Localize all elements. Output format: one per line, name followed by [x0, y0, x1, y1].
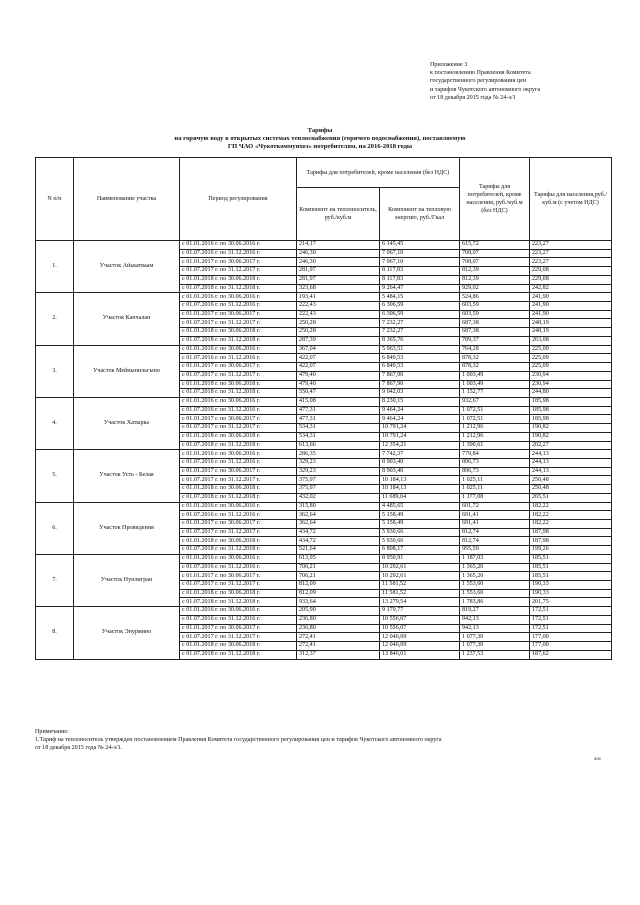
- consumers-tariff-cell: 929,02: [460, 284, 530, 293]
- carrier-cell: 246,30: [297, 249, 380, 258]
- energy-cell: 4 485,65: [380, 502, 460, 511]
- consumers-tariff-cell: 942,13: [460, 624, 530, 633]
- population-tariff-cell: 223,27: [530, 258, 612, 267]
- period-cell: с 01.01.2018 г. по 30.06.2018 г.: [180, 380, 297, 389]
- consumers-tariff-cell: 1 212,96: [460, 424, 530, 433]
- carrier-cell: 323,68: [297, 284, 380, 293]
- energy-cell: 11 581,52: [380, 581, 460, 590]
- population-tariff-cell: 242,82: [530, 284, 612, 293]
- table-row: [36, 293, 612, 302]
- section-area-name: Участок Канчалан: [74, 293, 180, 345]
- energy-cell: 13 846,01: [380, 650, 460, 659]
- consumers-tariff-cell: 896,73: [460, 458, 530, 467]
- carrier-cell: 477,31: [297, 415, 380, 424]
- appendix-line: Приложение 3: [430, 62, 468, 68]
- consumers-tariff-cell: 764,28: [460, 345, 530, 354]
- period-cell: с 01.01.2017 г. по 30.06.2017 г.: [180, 258, 297, 267]
- table-row: [36, 607, 612, 616]
- energy-cell: 10 556,07: [380, 624, 460, 633]
- carrier-cell: 432,02: [297, 493, 380, 502]
- period-cell: с 01.01.2016 г. по 30.06.2016 г.: [180, 450, 297, 459]
- period-cell: с 01.07.2016 г. по 31.12.2016 г.: [180, 458, 297, 467]
- population-tariff-cell: 250,48: [530, 476, 612, 485]
- consumers-tariff-cell: 1 003,49: [460, 371, 530, 380]
- energy-cell: 10 292,61: [380, 572, 460, 581]
- period-cell: с 01.01.2017 г. по 30.06.2017 г.: [180, 624, 297, 633]
- population-tariff-cell: 223,27: [530, 241, 612, 250]
- period-cell: с 01.01.2018 г. по 30.06.2018 г.: [180, 589, 297, 598]
- section-number: 3.: [36, 345, 74, 397]
- energy-cell: 12 354,21: [380, 441, 460, 450]
- period-cell: с 01.07.2017 г. по 31.12.2017 г.: [180, 633, 297, 642]
- population-tariff-cell: 185,51: [530, 554, 612, 563]
- header-population-tariff: Тарифы для населения,руб./куб.м (с учетом НДС): [530, 158, 612, 241]
- energy-cell: 5 158,49: [380, 511, 460, 520]
- period-cell: с 01.01.2016 г. по 30.06.2016 г.: [180, 293, 297, 302]
- carrier-cell: 329,23: [297, 458, 380, 467]
- carrier-cell: 214,17: [297, 241, 380, 250]
- population-tariff-cell: 172,51: [530, 624, 612, 633]
- header-consumer-group: Тарифы для потребителей, кроме населения (без НДС): [297, 158, 460, 188]
- header-num: N п/п: [36, 158, 74, 241]
- population-tariff-cell: 263,08: [530, 336, 612, 345]
- table-row: [36, 345, 612, 354]
- energy-cell: 10 556,07: [380, 615, 460, 624]
- energy-cell: 9 264,47: [380, 284, 460, 293]
- consumers-tariff-cell: 812,74: [460, 537, 530, 546]
- period-cell: с 01.01.2017 г. по 30.06.2017 г.: [180, 572, 297, 581]
- consumers-tariff-cell: 708,07: [460, 258, 530, 267]
- consumers-tariff-cell: 955,59: [460, 546, 530, 555]
- section-number: 8.: [36, 607, 74, 659]
- population-tariff-cell: 182,22: [530, 511, 612, 520]
- period-cell: с 01.07.2016 г. по 31.12.2016 г.: [180, 354, 297, 363]
- section-area-name: Участок Провидения: [74, 502, 180, 554]
- carrier-cell: 272,41: [297, 633, 380, 642]
- table-row: [36, 450, 612, 459]
- period-cell: с 01.07.2016 г. по 31.12.2016 г.: [180, 615, 297, 624]
- consumers-tariff-cell: 1 553,60: [460, 581, 530, 590]
- carrier-cell: 287,39: [297, 336, 380, 345]
- period-cell: с 01.07.2018 г. по 31.12.2018 г.: [180, 284, 297, 293]
- energy-cell: 9 464,24: [380, 406, 460, 415]
- energy-cell: 8 903,40: [380, 467, 460, 476]
- population-tariff-cell: 244,80: [530, 389, 612, 398]
- population-tariff-cell: 185,51: [530, 572, 612, 581]
- consumers-tariff-cell: 708,07: [460, 249, 530, 258]
- population-tariff-cell: 230,94: [530, 380, 612, 389]
- period-cell: с 01.01.2018 г. по 30.06.2018 г.: [180, 485, 297, 494]
- consumers-tariff-cell: 601,72: [460, 502, 530, 511]
- population-tariff-cell: 187,98: [530, 528, 612, 537]
- carrier-cell: 236,80: [297, 615, 380, 624]
- population-tariff-cell: 241,90: [530, 302, 612, 311]
- consumers-tariff-cell: 812,39: [460, 275, 530, 284]
- period-cell: с 01.07.2018 г. по 31.12.2018 г.: [180, 336, 297, 345]
- population-tariff-cell: 185,98: [530, 397, 612, 406]
- consumers-tariff-cell: 812,39: [460, 267, 530, 276]
- consumers-tariff-cell: 691,41: [460, 520, 530, 529]
- consumers-tariff-cell: 779,84: [460, 450, 530, 459]
- carrier-cell: 613,95: [297, 554, 380, 563]
- energy-cell: 9 464,24: [380, 415, 460, 424]
- period-cell: с 01.07.2018 г. по 31.12.2018 г.: [180, 546, 297, 555]
- notes-line: 1.Тариф на теплоноситель утвержден постановлением Правления Комитета государственного регулирования цен и тарифов Чукотского автономного округа: [35, 737, 442, 743]
- carrier-cell: 222,43: [297, 310, 380, 319]
- energy-cell: 7 067,10: [380, 249, 460, 258]
- carrier-cell: 613,66: [297, 441, 380, 450]
- carrier-cell: 550,47: [297, 389, 380, 398]
- period-cell: с 01.01.2016 г. по 30.06.2016 г.: [180, 397, 297, 406]
- consumers-tariff-cell: 1 077,30: [460, 633, 530, 642]
- energy-cell: 6 306,59: [380, 310, 460, 319]
- page-mark: жм: [594, 757, 601, 762]
- consumers-tariff-cell: 1 177,08: [460, 493, 530, 502]
- energy-cell: 5 930,66: [380, 537, 460, 546]
- population-tariff-cell: 241,90: [530, 293, 612, 302]
- carrier-cell: 362,64: [297, 511, 380, 520]
- population-tariff-cell: 250,48: [530, 485, 612, 494]
- population-tariff-cell: 229,08: [530, 275, 612, 284]
- population-tariff-cell: 185,98: [530, 415, 612, 424]
- population-tariff-cell: 187,98: [530, 537, 612, 546]
- energy-cell: 8 903,40: [380, 458, 460, 467]
- appendix-line: и тарифов Чукотского автономного округа: [430, 86, 541, 93]
- population-tariff-cell: 172,51: [530, 615, 612, 624]
- section-number: 2.: [36, 293, 74, 345]
- appendix-line: к постановлению Правления Комитета: [430, 70, 531, 77]
- consumers-tariff-cell: 1 003,49: [460, 380, 530, 389]
- section-area-name: Участок Нунлигран: [74, 554, 180, 606]
- consumers-tariff-cell: 1 783,86: [460, 598, 530, 607]
- carrier-cell: 375,97: [297, 476, 380, 485]
- carrier-cell: 205,90: [297, 607, 380, 616]
- carrier-cell: 422,07: [297, 354, 380, 363]
- consumers-tariff-cell: 524,86: [460, 293, 530, 302]
- consumers-tariff-cell: 1 390,61: [460, 441, 530, 450]
- carrier-cell: 434,72: [297, 537, 380, 546]
- population-tariff-cell: 182,22: [530, 520, 612, 529]
- tariff-table-body: [36, 241, 612, 660]
- period-cell: с 01.07.2016 г. по 31.12.2016 г.: [180, 563, 297, 572]
- period-cell: с 01.01.2016 г. по 30.06.2016 г.: [180, 607, 297, 616]
- energy-cell: 11 689,04: [380, 493, 460, 502]
- carrier-cell: 415,08: [297, 397, 380, 406]
- carrier-cell: 367,04: [297, 345, 380, 354]
- carrier-cell: 193,41: [297, 293, 380, 302]
- population-tariff-cell: 190,33: [530, 589, 612, 598]
- section-area-name: Участок Хатырка: [74, 397, 180, 449]
- period-cell: с 01.01.2016 г. по 30.06.2016 г.: [180, 554, 297, 563]
- population-tariff-cell: 248,19: [530, 328, 612, 337]
- period-cell: с 01.07.2018 г. по 31.12.2018 г.: [180, 493, 297, 502]
- consumers-tariff-cell: 819,27: [460, 607, 530, 616]
- energy-cell: 10 184,13: [380, 476, 460, 485]
- carrier-cell: 315,80: [297, 502, 380, 511]
- carrier-cell: 236,80: [297, 624, 380, 633]
- consumers-tariff-cell: 789,37: [460, 336, 530, 345]
- population-tariff-cell: 199,26: [530, 546, 612, 555]
- population-tariff-cell: 244,13: [530, 467, 612, 476]
- carrier-cell: 477,31: [297, 406, 380, 415]
- carrier-cell: 250,28: [297, 328, 380, 337]
- consumers-tariff-cell: 615,72: [460, 241, 530, 250]
- carrier-cell: 222,43: [297, 302, 380, 311]
- consumers-tariff-cell: 1 365,20: [460, 572, 530, 581]
- energy-cell: 8 117,83: [380, 267, 460, 276]
- carrier-cell: 706,21: [297, 563, 380, 572]
- tariff-table: [35, 157, 612, 660]
- carrier-cell: 312,37: [297, 650, 380, 659]
- period-cell: с 01.01.2017 г. по 30.06.2017 г.: [180, 415, 297, 424]
- appendix-line: от 18 декабря 2015 года № 24-э/1: [430, 94, 516, 101]
- notes-heading: Примечание:: [35, 729, 69, 735]
- period-cell: с 01.01.2018 г. по 30.06.2018 г.: [180, 642, 297, 651]
- section-area-name: Участок Энурмино: [74, 607, 180, 659]
- energy-cell: 6 808,17: [380, 546, 460, 555]
- population-tariff-cell: 202,27: [530, 441, 612, 450]
- notes-line: от 18 декабря 2015 года № 24-э/1.: [35, 745, 123, 751]
- carrier-cell: 534,31: [297, 432, 380, 441]
- population-tariff-cell: 248,19: [530, 319, 612, 328]
- appendix-block: [430, 61, 540, 102]
- document-subtitle-line2: ГП ЧАО «Чукоткоммунхоз» потребителям, на 2016-2018 годы: [227, 143, 413, 150]
- period-cell: с 01.07.2016 г. по 31.12.2016 г.: [180, 406, 297, 415]
- period-cell: с 01.07.2016 г. по 31.12.2016 г.: [180, 302, 297, 311]
- energy-cell: 7 867,90: [380, 380, 460, 389]
- period-cell: с 01.01.2017 г. по 30.06.2017 г.: [180, 520, 297, 529]
- section-number: 4.: [36, 397, 74, 449]
- header-consumers-tariff: Тарифы для потребителей, кроме населения, руб./куб.м (без НДС): [460, 158, 530, 241]
- energy-cell: 10 791,24: [380, 424, 460, 433]
- period-cell: с 01.01.2016 г. по 30.06.2016 г.: [180, 345, 297, 354]
- energy-cell: 7 232,27: [380, 328, 460, 337]
- carrier-cell: 479,40: [297, 380, 380, 389]
- period-cell: с 01.07.2018 г. по 31.12.2018 г.: [180, 650, 297, 659]
- carrier-cell: 812,09: [297, 581, 380, 590]
- consumers-tariff-cell: 1 025,11: [460, 476, 530, 485]
- section-area-name: Участок Усть - Белая: [74, 450, 180, 502]
- period-cell: с 01.07.2018 г. по 31.12.2018 г.: [180, 441, 297, 450]
- section-number: 1.: [36, 241, 74, 293]
- energy-cell: 8 230,15: [380, 397, 460, 406]
- energy-cell: 10 184,13: [380, 485, 460, 494]
- period-cell: с 01.01.2018 г. по 30.06.2018 г.: [180, 432, 297, 441]
- consumers-tariff-cell: 687,38: [460, 319, 530, 328]
- energy-cell: 10 791,24: [380, 432, 460, 441]
- consumers-tariff-cell: 942,13: [460, 615, 530, 624]
- consumers-tariff-cell: 1 077,30: [460, 642, 530, 651]
- energy-cell: 5 484,15: [380, 293, 460, 302]
- period-cell: с 01.01.2017 г. по 30.06.2017 г.: [180, 363, 297, 372]
- consumers-tariff-cell: 687,38: [460, 328, 530, 337]
- period-cell: с 01.07.2017 г. по 31.12.2017 г.: [180, 476, 297, 485]
- consumers-tariff-cell: 1 072,51: [460, 406, 530, 415]
- header-period: Период регулирования: [180, 158, 297, 241]
- carrier-cell: 362,64: [297, 520, 380, 529]
- consumers-tariff-cell: 1 212,96: [460, 432, 530, 441]
- period-cell: с 01.01.2018 г. по 30.06.2018 г.: [180, 275, 297, 284]
- section-area-name: Участок Айькатваам: [74, 241, 180, 293]
- consumers-tariff-cell: 1 152,77: [460, 389, 530, 398]
- population-tariff-cell: 230,94: [530, 371, 612, 380]
- population-tariff-cell: 201,75: [530, 598, 612, 607]
- header-energy: Компонент на тепловую энергию, руб./Гкал: [380, 188, 460, 241]
- consumers-tariff-cell: 1 072,51: [460, 415, 530, 424]
- energy-cell: 9 042,03: [380, 389, 460, 398]
- carrier-cell: 272,41: [297, 642, 380, 651]
- period-cell: с 01.01.2017 г. по 30.06.2017 г.: [180, 467, 297, 476]
- carrier-cell: 329,23: [297, 467, 380, 476]
- population-tariff-cell: 265,51: [530, 493, 612, 502]
- carrier-cell: 422,07: [297, 363, 380, 372]
- consumers-tariff-cell: 812,74: [460, 528, 530, 537]
- consumers-tariff-cell: 878,32: [460, 363, 530, 372]
- energy-cell: 6 849,53: [380, 354, 460, 363]
- population-tariff-cell: 177,00: [530, 642, 612, 651]
- carrier-cell: 434,72: [297, 528, 380, 537]
- carrier-cell: 246,30: [297, 258, 380, 267]
- table-row: [36, 554, 612, 563]
- period-cell: с 01.01.2018 г. по 30.06.2018 г.: [180, 328, 297, 337]
- energy-cell: 7 067,10: [380, 258, 460, 267]
- section-area-name: Участок Мейныпильгыно: [74, 345, 180, 397]
- energy-cell: 6 849,53: [380, 363, 460, 372]
- population-tariff-cell: 223,27: [530, 249, 612, 258]
- carrier-cell: 281,97: [297, 275, 380, 284]
- notes-block: [35, 728, 442, 752]
- energy-cell: 8 950,91: [380, 554, 460, 563]
- consumers-tariff-cell: 1 365,20: [460, 563, 530, 572]
- period-cell: с 01.01.2018 г. по 30.06.2018 г.: [180, 537, 297, 546]
- population-tariff-cell: 229,08: [530, 267, 612, 276]
- period-cell: с 01.07.2017 г. по 31.12.2017 г.: [180, 371, 297, 380]
- population-tariff-cell: 225,09: [530, 345, 612, 354]
- carrier-cell: 812,09: [297, 589, 380, 598]
- consumers-tariff-cell: 1 553,60: [460, 589, 530, 598]
- consumers-tariff-cell: 1 237,53: [460, 650, 530, 659]
- section-number: 5.: [36, 450, 74, 502]
- carrier-cell: 933,64: [297, 598, 380, 607]
- period-cell: с 01.07.2018 г. по 31.12.2018 г.: [180, 598, 297, 607]
- period-cell: с 01.01.2016 г. по 30.06.2016 г.: [180, 241, 297, 250]
- appendix-line: государственного регулирования цен: [430, 78, 527, 85]
- energy-cell: 9 179,77: [380, 607, 460, 616]
- energy-cell: 8 117,83: [380, 275, 460, 284]
- table-row: [36, 502, 612, 511]
- period-cell: с 01.07.2016 г. по 31.12.2016 г.: [180, 511, 297, 520]
- energy-cell: 10 292,61: [380, 563, 460, 572]
- period-cell: с 01.07.2016 г. по 31.12.2016 г.: [180, 249, 297, 258]
- population-tariff-cell: 244,13: [530, 458, 612, 467]
- population-tariff-cell: 187,62: [530, 650, 612, 659]
- carrier-cell: 534,31: [297, 424, 380, 433]
- carrier-cell: 250,28: [297, 319, 380, 328]
- energy-cell: 11 581,52: [380, 589, 460, 598]
- population-tariff-cell: 190,33: [530, 581, 612, 590]
- consumers-tariff-cell: 603,59: [460, 310, 530, 319]
- energy-cell: 12 046,09: [380, 642, 460, 651]
- population-tariff-cell: 190,82: [530, 432, 612, 441]
- consumers-tariff-cell: 691,41: [460, 511, 530, 520]
- population-tariff-cell: 185,51: [530, 563, 612, 572]
- carrier-cell: 706,21: [297, 572, 380, 581]
- carrier-cell: 521,64: [297, 546, 380, 555]
- carrier-cell: 286,35: [297, 450, 380, 459]
- table-row: [36, 397, 612, 406]
- population-tariff-cell: 190,82: [530, 424, 612, 433]
- consumers-tariff-cell: 1 025,11: [460, 485, 530, 494]
- energy-cell: 6 306,59: [380, 302, 460, 311]
- consumers-tariff-cell: 878,32: [460, 354, 530, 363]
- population-tariff-cell: 244,13: [530, 450, 612, 459]
- energy-cell: 5 158,49: [380, 520, 460, 529]
- energy-cell: 7 742,37: [380, 450, 460, 459]
- period-cell: с 01.07.2017 г. по 31.12.2017 г.: [180, 581, 297, 590]
- consumers-tariff-cell: 932,67: [460, 397, 530, 406]
- section-number: 6.: [36, 502, 74, 554]
- carrier-cell: 375,97: [297, 485, 380, 494]
- energy-cell: 5 930,66: [380, 528, 460, 537]
- period-cell: с 01.07.2018 г. по 31.12.2018 г.: [180, 389, 297, 398]
- population-tariff-cell: 172,51: [530, 607, 612, 616]
- energy-cell: 7 232,27: [380, 319, 460, 328]
- energy-cell: 13 279,54: [380, 598, 460, 607]
- carrier-cell: 479,40: [297, 371, 380, 380]
- energy-cell: 6 145,45: [380, 241, 460, 250]
- document-subtitle: на горячую воду в открытых системах теплоснабжения (горячего водоснабжения), поставляемую: [174, 135, 466, 142]
- header-carrier: Компонент на теплоноситель, руб./куб.м: [297, 188, 380, 241]
- period-cell: с 01.07.2017 г. по 31.12.2017 г.: [180, 424, 297, 433]
- population-tariff-cell: 177,00: [530, 633, 612, 642]
- energy-cell: 5 963,51: [380, 345, 460, 354]
- document-title: Тарифы: [307, 127, 333, 134]
- header-area: Наименование участка: [74, 158, 180, 241]
- consumers-tariff-cell: 603,59: [460, 302, 530, 311]
- period-cell: с 01.01.2017 г. по 30.06.2017 г.: [180, 310, 297, 319]
- consumers-tariff-cell: 896,73: [460, 467, 530, 476]
- energy-cell: 7 867,90: [380, 371, 460, 380]
- population-tariff-cell: 185,98: [530, 406, 612, 415]
- table-row: [36, 241, 612, 250]
- energy-cell: 8 365,76: [380, 336, 460, 345]
- period-cell: с 01.07.2017 г. по 31.12.2017 г.: [180, 319, 297, 328]
- population-tariff-cell: 241,90: [530, 310, 612, 319]
- section-number: 7.: [36, 554, 74, 606]
- period-cell: с 01.07.2017 г. по 31.12.2017 г.: [180, 267, 297, 276]
- period-cell: с 01.01.2016 г. по 30.06.2016 г.: [180, 502, 297, 511]
- population-tariff-cell: 225,09: [530, 363, 612, 372]
- consumers-tariff-cell: 1 187,03: [460, 554, 530, 563]
- population-tariff-cell: 225,09: [530, 354, 612, 363]
- energy-cell: 12 046,09: [380, 633, 460, 642]
- population-tariff-cell: 182,22: [530, 502, 612, 511]
- period-cell: с 01.07.2017 г. по 31.12.2017 г.: [180, 528, 297, 537]
- carrier-cell: 281,97: [297, 267, 380, 276]
